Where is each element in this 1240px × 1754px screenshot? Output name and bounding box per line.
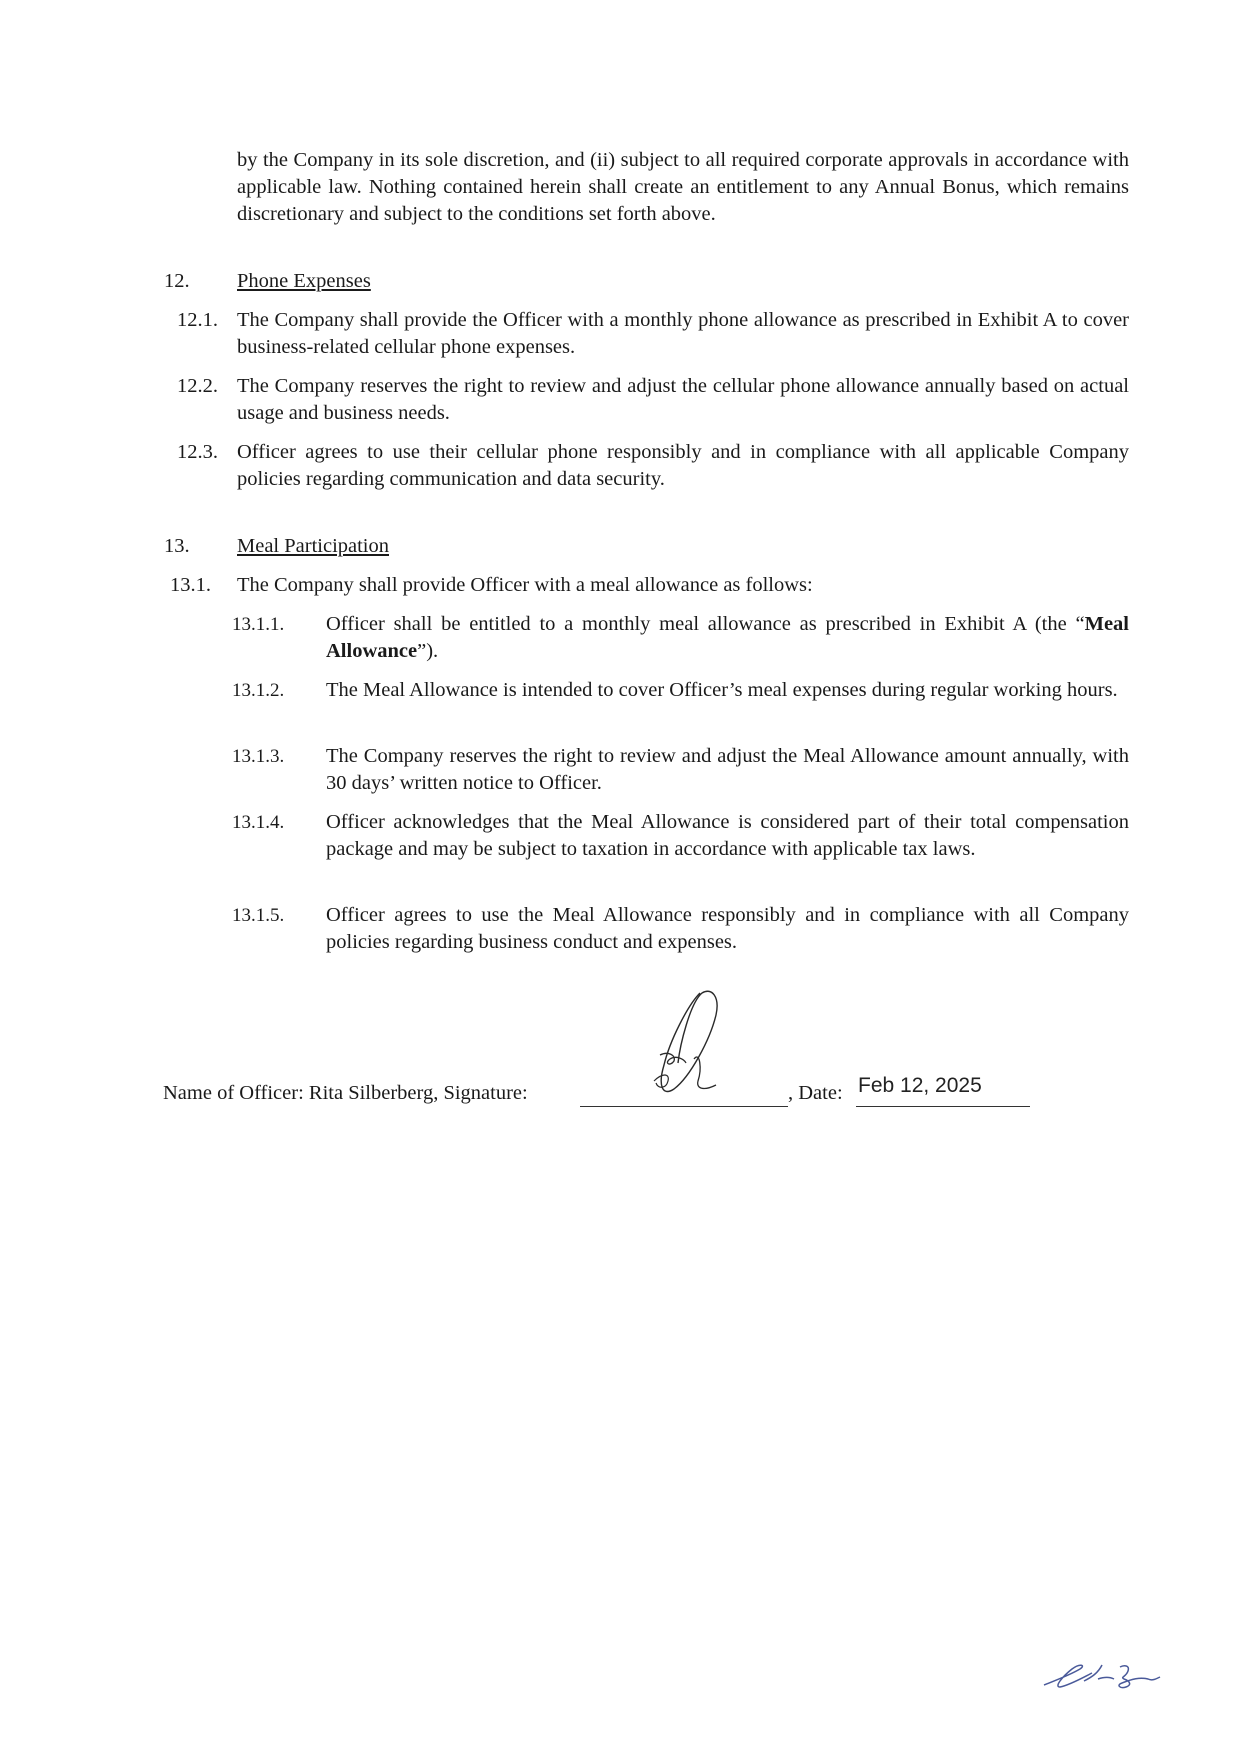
item-13-1-4-text: Officer acknowledges that the Meal Allowance is considered part of their total compensation package and may be subject to taxation in accordance with applicable tax laws. (326, 811, 1129, 860)
item-13-1-2-number: 13.1.2. (232, 680, 285, 701)
section-12-number: 12. (164, 270, 190, 292)
item-13-1-3-text: The Company reserves the right to review and adjust the Meal Allowance amount annually, with 30 days’ written notice to Officer. (326, 745, 1129, 794)
intro-paragraph: by the Company in its sole discretion, and (ii) subject to all required corporate approvals in accordance with applicable law. Nothing contained herein shall create an entitlement to any Annual Bonus, which remains discretionary and subject to the conditions set forth above. (237, 149, 1129, 225)
section-13-number: 13. (164, 535, 190, 557)
item-13-1-1-text: Officer shall be entitled to a monthly meal allowance as prescribed in Exhibit A (the “Meal Allowance”). (326, 613, 1129, 662)
item-13-1-5-text: Officer agrees to use the Meal Allowance responsibly and in compliance with all Company policies regarding business conduct and expenses. (326, 904, 1129, 953)
item-12-3-number: 12.3. (177, 441, 218, 463)
meal-allowance-term: Meal Allowance (326, 613, 1129, 662)
officer-name-label: Name of Officer: Rita Silberberg, Signature: (163, 1082, 528, 1104)
section-12-title: Phone Expenses (237, 270, 371, 292)
item-13-1-text: The Company shall provide Officer with a meal allowance as follows: (237, 574, 813, 596)
item-12-2-number: 12.2. (177, 375, 218, 397)
item-12-1-text: The Company shall provide the Officer with a monthly phone allowance as prescribed in Exhibit A to cover business-related cellular phone expenses. (237, 309, 1129, 358)
item-13-1-2-text: The Meal Allowance is intended to cover Officer’s meal expenses during regular working hours. (326, 679, 1118, 701)
item-12-2-text: The Company reserves the right to review and adjust the cellular phone allowance annually based on actual usage and business needs. (237, 375, 1129, 424)
item-13-1-1-number: 13.1.1. (232, 614, 285, 635)
item-12-1-number: 12.1. (177, 309, 218, 331)
item-12-3-text: Officer agrees to use their cellular phone responsibly and in compliance with all applicable Company policies regarding communication and data security. (237, 441, 1129, 490)
section-13-title: Meal Participation (237, 535, 389, 557)
item-13-1-number: 13.1. (170, 574, 211, 596)
officer-signature (640, 985, 760, 1110)
date-value: Feb 12, 2025 (858, 1074, 982, 1097)
item-13-1-5-number: 13.1.5. (232, 905, 285, 926)
item-13-1-4-number: 13.1.4. (232, 812, 285, 833)
item-13-1-3-number: 13.1.3. (232, 746, 285, 767)
date-label: , Date: (788, 1082, 843, 1104)
footer-initials (1040, 1655, 1170, 1695)
date-line (856, 1106, 1030, 1107)
